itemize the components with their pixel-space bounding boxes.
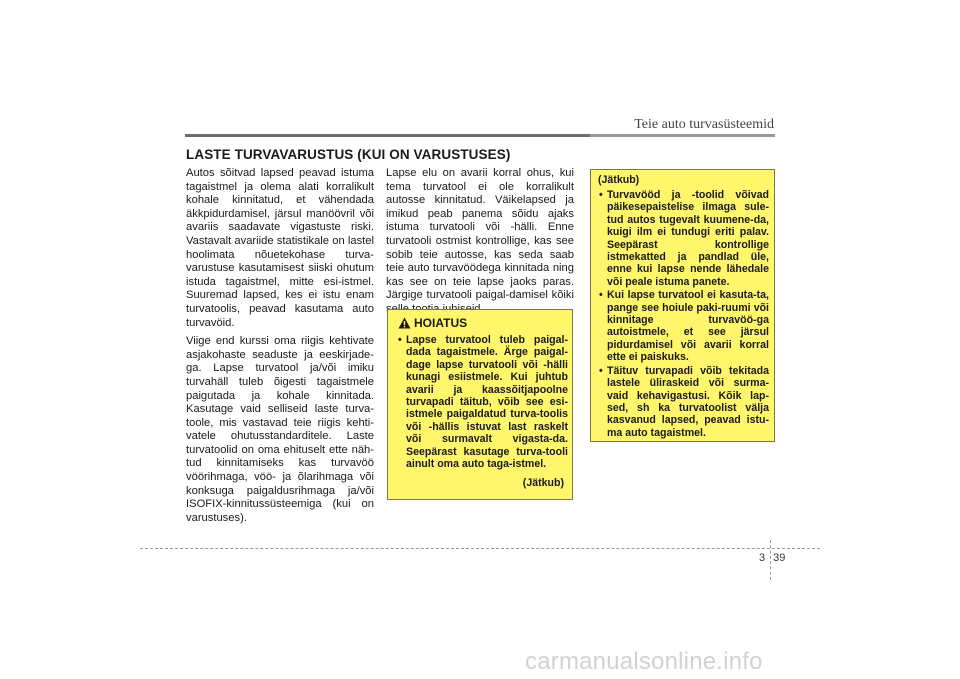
page-number — [759, 552, 785, 564]
warning-list — [396, 334, 568, 470]
warning-item: • Lapse turvatool tuleb paigal-dada tagaistmele. Ärge paigal-dage lapse turvatooli või -hälli kunagi esiistmele. Kui juhtub avarii ja kaassõitjapoolne turvapadi täitub, võib see esi-istmele paigaldatud turva-toolis või -hällis istuvat last raskelt või surmavalt vigasta-da. Seepärast kasutage turva-tooli ainult oma auto taga-istmel. — [396, 334, 568, 470]
warning-box — [387, 309, 573, 500]
warning-title: HOIATUS — [414, 316, 468, 330]
paragraph: Autos sõitvad lapsed peavad istuma tagaistmel ja olema alati korralikult kohale kinnitatud, et vähendada äkkpidurdamisel, järsul manöövril või avariis saadavate vigastuste riski. Vastavalt avariide statistikale on lastel hoolimata nõuetekohase turva-varustuse kasutamisest siiski ohutum istuda tagaistmel, mitte esi-istmel. Suuremad lapsed, kes ei istu enam turvatoolis, peavad kasutama auto turvavöid. — [186, 167, 374, 329]
continued-label: (Jätkub) — [522, 477, 564, 489]
paragraph: Viige end kurssi oma riigis kehtivate asjakohaste seaduste ja eeskirjade-ga. Lapse turvatool ja/või imiku turvahäll tuleb õigesti tagaistmele paigutada ja kohale kinnitada. Kasutage vaid selliseid laste turva-toole, mis vastavad teie riigis kehti-vatele ohutusstandarditele. Laste turvatoolid on oma ehituselt ette näh-tud kinnitamiseks kas turvavöö vöörihmaga, vöö- ja õlarihmaga või konksuga paigaldusrihmaga ja/või ISOFIX-kinnitussüsteemiga (kui on varustuses). — [186, 335, 374, 524]
header-rule-accent — [590, 134, 775, 137]
chapter-title: Teie auto turvasüsteemid — [634, 117, 774, 132]
section-title: LASTE TURVAVARUSTUS (KUI ON VARUSTUSES) — [186, 147, 511, 162]
warning-continued-box — [590, 169, 775, 442]
paragraph: Lapse elu on avarii korral ohus, kui tema turvatool ei ole korralikult autosse kinnitatud. Väikelapsed ja imikud peab panema sõidu ajaks istuma turvatooli või -hälli. Enne turvatooli ostmist kontrollige, kas see sobib teie autosse, kas seda saab teie auto turvavöödega kinnitada ning kas see on teie lapse jaoks paras. Järgige turvatooli paigal-damisel kõiki — [386, 167, 574, 302]
warning-continued-list — [597, 189, 769, 440]
body-column-2 — [386, 167, 574, 322]
continued-heading: (Jätkub) — [598, 174, 640, 186]
footer-divider — [140, 548, 820, 549]
warning-triangle-icon — [398, 317, 411, 329]
warning-item: • Turvavööd ja -toolid võivad päikesepaistelise ilmaga sule-tud autos tugevalt kuumene-da, kuigi ilm ei tundugi eriti palav. Seepärast kontrollige istmekatted ja pandlad üle, enne kui lapse nende lähedale või peale istuma panete. — [597, 189, 769, 288]
warning-item: • Täituv turvapadi võib tekitada lastele üliraskeid või surma-vaid kehavigastusi. Kõik lap-sed, sh ka turvatoolist välja kasvanud lapsed, peavad istu-ma auto tagaistmel. — [597, 365, 769, 439]
body-column-1 — [186, 167, 374, 530]
warning-item: • Kui lapse turvatool ei kasuta-ta, pange see hoiule paki-ruumi või kinnitage turvavöö-ga autoistmele, et see järsul pidurdamisel või avarii korral ette ei paiskuks. — [597, 289, 769, 363]
chapter-number: 3 — [759, 552, 766, 564]
warning-heading — [398, 316, 467, 330]
watermark: carmanualsonline.info — [525, 648, 763, 675]
page-index: 39 — [773, 552, 786, 564]
